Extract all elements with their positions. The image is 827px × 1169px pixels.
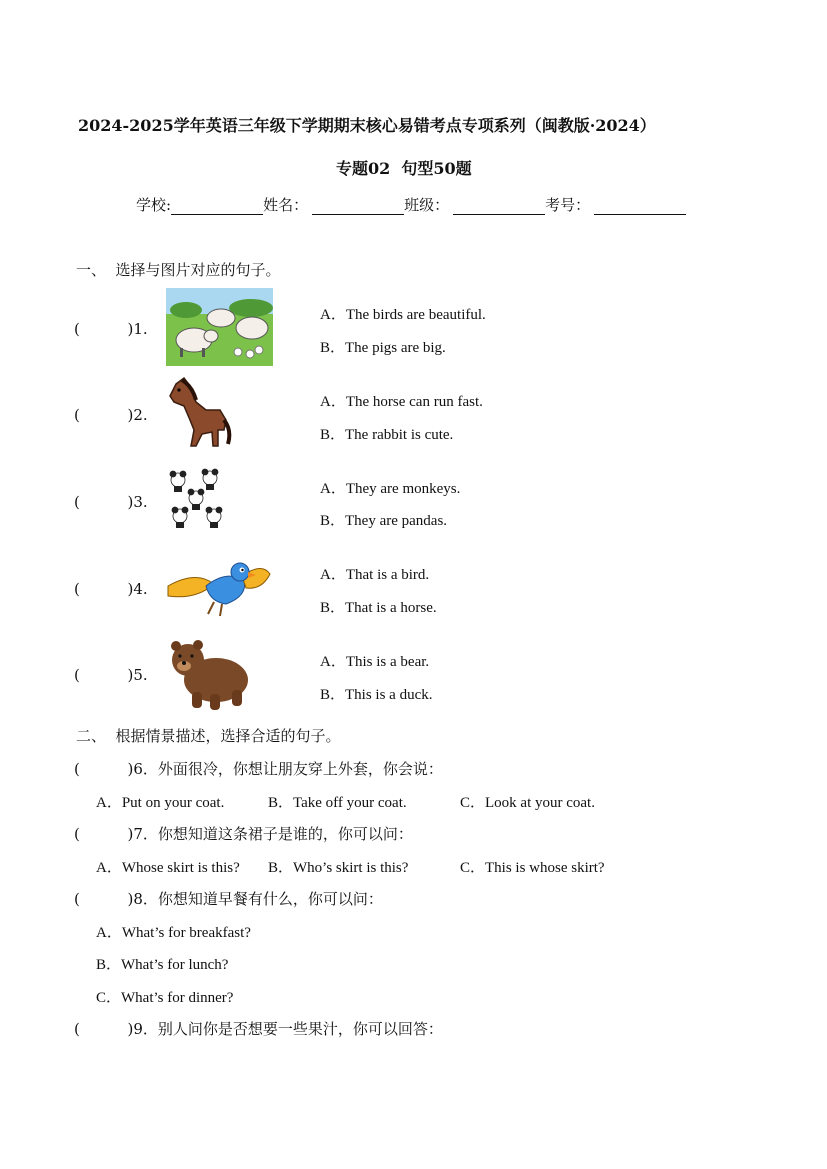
question-4-option-a[interactable]: A．That is a bird.	[320, 567, 430, 583]
question-6-stem: ( )6．外面很冷，你想让朋友穿上外套，你会说：	[74, 760, 443, 778]
pigs-image	[166, 288, 273, 366]
question-7-option-c[interactable]: C．This is whose skirt?	[460, 860, 605, 876]
school-blank[interactable]	[171, 198, 263, 215]
info-fields	[136, 194, 686, 215]
question-6-option-b[interactable]: B．Take off your coat.	[268, 795, 407, 811]
question-5-option-b[interactable]: B．This is a duck.	[320, 687, 433, 703]
question-3-option-b[interactable]: B．They are pandas.	[320, 513, 448, 529]
question-5-option-a[interactable]: A．This is a bear.	[320, 654, 430, 670]
school-label: 学校:	[136, 196, 172, 214]
question-8-option-a[interactable]: A．What’s for breakfast?	[96, 925, 251, 941]
class-label: 班级：	[404, 196, 450, 214]
question-8-stem: ( )8．你想知道早餐有什么，你可以问：	[74, 890, 383, 908]
page-subtitle: 专题02 句型50题	[336, 159, 472, 178]
question-8-option-c[interactable]: C．What’s for dinner?	[96, 990, 234, 1006]
class-blank[interactable]	[453, 198, 545, 215]
section2-heading: 二、 根据情景描述，选择合适的句子。	[76, 727, 341, 745]
question-6-option-a[interactable]: A．Put on your coat.	[96, 795, 225, 811]
question-2-option-b[interactable]: B．The rabbit is cute.	[320, 427, 454, 443]
question-2-option-a[interactable]: A．The horse can run fast.	[320, 394, 483, 410]
question-4-option-b[interactable]: B．That is a horse.	[320, 600, 437, 616]
question-7-stem: ( )7．你想知道这条裙子是谁的，你可以问：	[74, 825, 413, 843]
page-title: 2024-2025学年英语三年级下学期期末核心易错考点专项系列（闽教版·2024）	[78, 116, 656, 135]
question-1-option-b[interactable]: B．The pigs are big.	[320, 340, 446, 356]
exam-number-blank[interactable]	[594, 198, 686, 215]
question-2-number: ( )2.	[74, 406, 148, 424]
question-8-option-b[interactable]: B．What’s for lunch?	[96, 957, 229, 973]
name-label: 姓名：	[263, 196, 309, 214]
bird-image	[166, 556, 272, 618]
question-6-option-c[interactable]: C．Look at your coat.	[460, 795, 595, 811]
question-4-number: ( )4.	[74, 580, 148, 598]
pandas-image	[166, 468, 228, 532]
horse-image	[166, 376, 234, 452]
section1-heading: 一、 选择与图片对应的句子。	[76, 261, 281, 279]
exam-number-label: 考号：	[545, 196, 591, 214]
question-1-number: ( )1.	[74, 320, 148, 338]
question-5-number: ( )5.	[74, 666, 148, 684]
question-1-option-a[interactable]: A．The birds are beautiful.	[320, 307, 486, 323]
question-9-stem: ( )9．别人问你是否想要一些果汁，你可以回答：	[74, 1020, 443, 1038]
name-blank[interactable]	[312, 198, 404, 215]
question-3-number: ( )3.	[74, 493, 148, 511]
question-3-option-a[interactable]: A．They are monkeys.	[320, 481, 461, 497]
question-7-option-b[interactable]: B．Who’s skirt is this?	[268, 860, 409, 876]
bear-image	[166, 636, 252, 712]
question-7-option-a[interactable]: A．Whose skirt is this?	[96, 860, 240, 876]
